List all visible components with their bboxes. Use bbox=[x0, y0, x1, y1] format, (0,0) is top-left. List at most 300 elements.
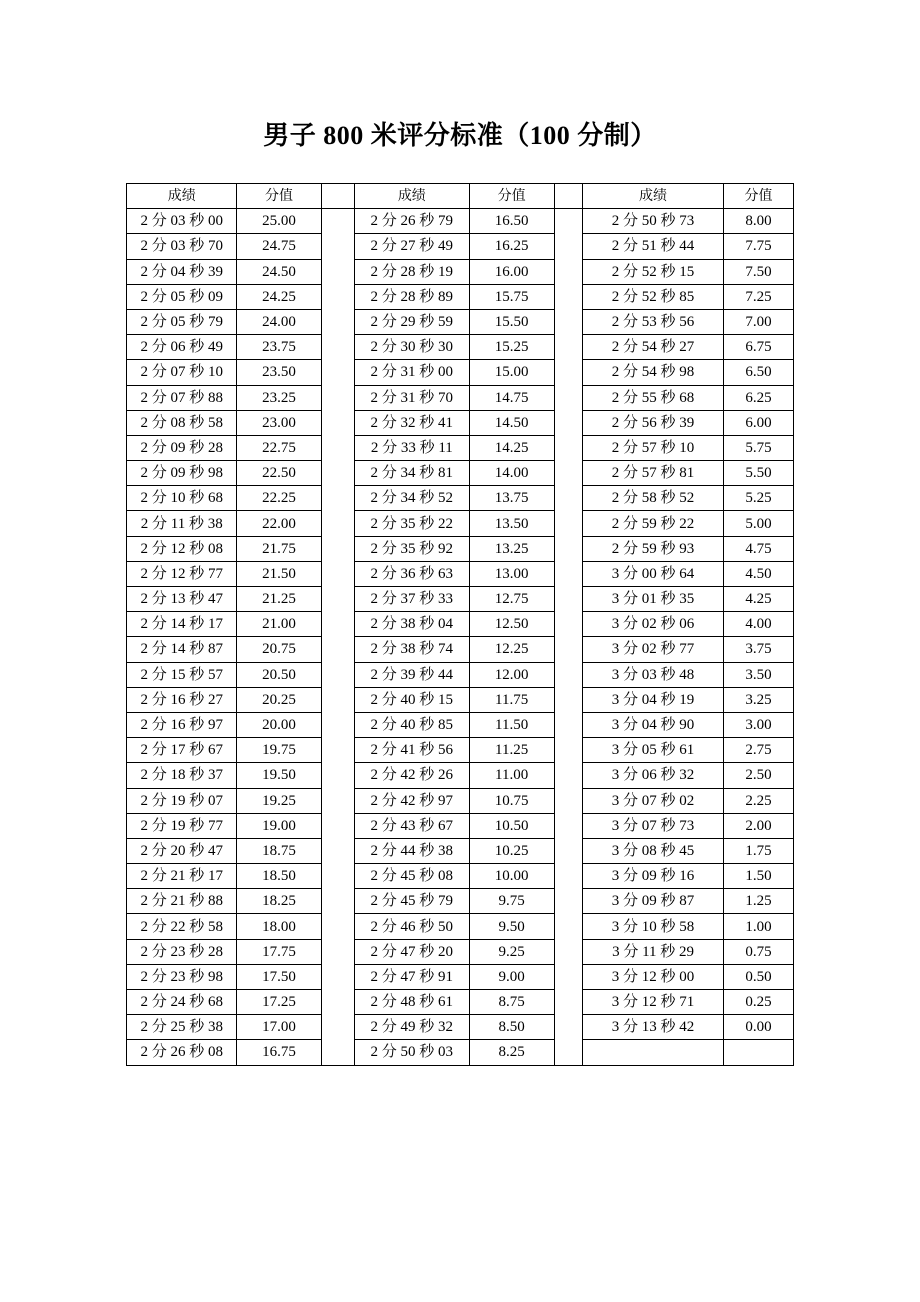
score-cell: 18.00 bbox=[237, 914, 321, 939]
table-row bbox=[127, 939, 794, 964]
score-cell: 24.50 bbox=[237, 259, 321, 284]
score-cell: 6.50 bbox=[723, 360, 793, 385]
time-cell: 2 分 19 秒 77 bbox=[127, 813, 237, 838]
time-cell: 2 分 56 秒 39 bbox=[583, 410, 724, 435]
time-cell: 3 分 06 秒 32 bbox=[583, 763, 724, 788]
time-cell: 2 分 57 秒 81 bbox=[583, 461, 724, 486]
time-cell: 2 分 18 秒 37 bbox=[127, 763, 237, 788]
column-gap bbox=[321, 662, 354, 687]
column-gap bbox=[321, 410, 354, 435]
time-cell: 3 分 09 秒 87 bbox=[583, 889, 724, 914]
score-cell: 22.25 bbox=[237, 486, 321, 511]
score-cell: 3.00 bbox=[723, 712, 793, 737]
time-cell: 2 分 06 秒 49 bbox=[127, 335, 237, 360]
score-cell: 23.00 bbox=[237, 410, 321, 435]
score-cell: 9.25 bbox=[469, 939, 554, 964]
column-gap bbox=[321, 813, 354, 838]
time-cell: 2 分 26 秒 08 bbox=[127, 1040, 237, 1065]
score-cell: 22.00 bbox=[237, 511, 321, 536]
time-cell: 2 分 05 秒 79 bbox=[127, 309, 237, 334]
column-gap bbox=[554, 964, 582, 989]
score-cell: 18.50 bbox=[237, 864, 321, 889]
score-cell: 20.75 bbox=[237, 637, 321, 662]
table-row bbox=[127, 964, 794, 989]
time-cell: 3 分 02 秒 06 bbox=[583, 612, 724, 637]
score-cell: 11.75 bbox=[469, 687, 554, 712]
score-cell: 24.25 bbox=[237, 284, 321, 309]
column-gap bbox=[321, 184, 354, 209]
time-cell: 2 分 16 秒 27 bbox=[127, 687, 237, 712]
time-cell: 3 分 09 秒 16 bbox=[583, 864, 724, 889]
score-cell: 10.25 bbox=[469, 838, 554, 863]
time-cell: 2 分 13 秒 47 bbox=[127, 587, 237, 612]
score-cell: 15.00 bbox=[469, 360, 554, 385]
table-row bbox=[127, 813, 794, 838]
time-cell: 2 分 54 秒 27 bbox=[583, 335, 724, 360]
table-row bbox=[127, 612, 794, 637]
table-body bbox=[127, 209, 794, 1065]
time-cell: 2 分 45 秒 08 bbox=[355, 864, 470, 889]
column-gap bbox=[321, 360, 354, 385]
column-gap bbox=[321, 712, 354, 737]
score-cell: 16.75 bbox=[237, 1040, 321, 1065]
table-row bbox=[127, 234, 794, 259]
score-cell: 18.75 bbox=[237, 838, 321, 863]
score-cell: 8.50 bbox=[469, 1015, 554, 1040]
column-gap bbox=[554, 788, 582, 813]
score-cell: 14.25 bbox=[469, 435, 554, 460]
column-gap bbox=[554, 1015, 582, 1040]
score-cell: 12.00 bbox=[469, 662, 554, 687]
column-gap bbox=[554, 914, 582, 939]
score-cell: 24.00 bbox=[237, 309, 321, 334]
time-cell: 2 分 41 秒 56 bbox=[355, 738, 470, 763]
time-cell: 3 分 13 秒 42 bbox=[583, 1015, 724, 1040]
time-cell: 2 分 23 秒 98 bbox=[127, 964, 237, 989]
column-gap bbox=[321, 259, 354, 284]
column-gap bbox=[321, 284, 354, 309]
score-cell: 21.00 bbox=[237, 612, 321, 637]
score-cell: 0.75 bbox=[723, 939, 793, 964]
time-cell: 3 分 00 秒 64 bbox=[583, 561, 724, 586]
table-row bbox=[127, 738, 794, 763]
score-cell: 10.00 bbox=[469, 864, 554, 889]
time-cell: 2 分 35 秒 22 bbox=[355, 511, 470, 536]
column-gap bbox=[321, 461, 354, 486]
score-cell: 22.50 bbox=[237, 461, 321, 486]
header-time-2: 成绩 bbox=[355, 184, 470, 209]
time-cell: 2 分 04 秒 39 bbox=[127, 259, 237, 284]
time-cell: 2 分 51 秒 44 bbox=[583, 234, 724, 259]
column-gap bbox=[321, 309, 354, 334]
score-cell: 1.25 bbox=[723, 889, 793, 914]
table-row bbox=[127, 990, 794, 1015]
time-cell: 2 分 53 秒 56 bbox=[583, 309, 724, 334]
time-cell: 2 分 22 秒 58 bbox=[127, 914, 237, 939]
score-cell: 19.25 bbox=[237, 788, 321, 813]
time-cell: 2 分 15 秒 57 bbox=[127, 662, 237, 687]
column-gap bbox=[321, 990, 354, 1015]
time-cell: 2 分 12 秒 77 bbox=[127, 561, 237, 586]
score-cell: 4.00 bbox=[723, 612, 793, 637]
table-row bbox=[127, 1040, 794, 1065]
table-row bbox=[127, 435, 794, 460]
time-cell: 2 分 17 秒 67 bbox=[127, 738, 237, 763]
time-cell: 2 分 07 秒 88 bbox=[127, 385, 237, 410]
score-cell: 10.50 bbox=[469, 813, 554, 838]
column-gap bbox=[554, 1040, 582, 1065]
score-cell: 5.75 bbox=[723, 435, 793, 460]
column-gap bbox=[554, 461, 582, 486]
time-cell: 2 分 28 秒 19 bbox=[355, 259, 470, 284]
column-gap bbox=[321, 612, 354, 637]
time-cell: 2 分 16 秒 97 bbox=[127, 712, 237, 737]
table-row bbox=[127, 587, 794, 612]
score-cell: 12.25 bbox=[469, 637, 554, 662]
score-cell: 23.50 bbox=[237, 360, 321, 385]
time-cell: 2 分 05 秒 09 bbox=[127, 284, 237, 309]
score-cell: 16.25 bbox=[469, 234, 554, 259]
score-cell: 6.75 bbox=[723, 335, 793, 360]
score-cell: 3.50 bbox=[723, 662, 793, 687]
column-gap bbox=[554, 259, 582, 284]
time-cell: 2 分 31 秒 70 bbox=[355, 385, 470, 410]
column-gap bbox=[554, 889, 582, 914]
column-gap bbox=[321, 687, 354, 712]
column-gap bbox=[321, 536, 354, 561]
table-row bbox=[127, 511, 794, 536]
column-gap bbox=[554, 813, 582, 838]
score-cell: 19.00 bbox=[237, 813, 321, 838]
time-cell: 3 分 11 秒 29 bbox=[583, 939, 724, 964]
score-cell: 15.50 bbox=[469, 309, 554, 334]
score-cell: 10.75 bbox=[469, 788, 554, 813]
column-gap bbox=[554, 662, 582, 687]
time-cell: 2 分 42 秒 97 bbox=[355, 788, 470, 813]
score-cell: 4.50 bbox=[723, 561, 793, 586]
column-gap bbox=[321, 838, 354, 863]
score-cell: 9.00 bbox=[469, 964, 554, 989]
table-row bbox=[127, 410, 794, 435]
time-cell: 2 分 26 秒 79 bbox=[355, 209, 470, 234]
score-cell: 7.00 bbox=[723, 309, 793, 334]
time-cell: 2 分 23 秒 28 bbox=[127, 939, 237, 964]
column-gap bbox=[554, 990, 582, 1015]
score-cell: 12.75 bbox=[469, 587, 554, 612]
time-cell: 2 分 59 秒 22 bbox=[583, 511, 724, 536]
score-cell: 20.50 bbox=[237, 662, 321, 687]
score-cell: 25.00 bbox=[237, 209, 321, 234]
score-cell: 8.75 bbox=[469, 990, 554, 1015]
header-row bbox=[127, 184, 794, 209]
score-cell: 21.25 bbox=[237, 587, 321, 612]
time-cell bbox=[583, 1040, 724, 1065]
time-cell: 2 分 31 秒 00 bbox=[355, 360, 470, 385]
table-row bbox=[127, 687, 794, 712]
column-gap bbox=[321, 435, 354, 460]
time-cell: 2 分 47 秒 20 bbox=[355, 939, 470, 964]
score-cell: 5.00 bbox=[723, 511, 793, 536]
time-cell: 2 分 12 秒 08 bbox=[127, 536, 237, 561]
column-gap bbox=[554, 561, 582, 586]
score-cell: 14.75 bbox=[469, 385, 554, 410]
time-cell: 3 分 08 秒 45 bbox=[583, 838, 724, 863]
table-row bbox=[127, 838, 794, 863]
score-cell: 8.00 bbox=[723, 209, 793, 234]
header-score-3: 分值 bbox=[723, 184, 793, 209]
time-cell: 2 分 24 秒 68 bbox=[127, 990, 237, 1015]
table-row bbox=[127, 889, 794, 914]
table-row bbox=[127, 461, 794, 486]
table-row bbox=[127, 788, 794, 813]
column-gap bbox=[321, 561, 354, 586]
score-cell: 17.50 bbox=[237, 964, 321, 989]
score-cell: 17.75 bbox=[237, 939, 321, 964]
score-cell: 6.25 bbox=[723, 385, 793, 410]
column-gap bbox=[321, 637, 354, 662]
score-cell bbox=[723, 1040, 793, 1065]
table-row bbox=[127, 335, 794, 360]
time-cell: 2 分 47 秒 91 bbox=[355, 964, 470, 989]
header-score-1: 分值 bbox=[237, 184, 321, 209]
table-row bbox=[127, 385, 794, 410]
score-cell: 13.00 bbox=[469, 561, 554, 586]
time-cell: 2 分 48 秒 61 bbox=[355, 990, 470, 1015]
score-cell: 4.25 bbox=[723, 587, 793, 612]
table-row bbox=[127, 712, 794, 737]
column-gap bbox=[321, 486, 354, 511]
page-title: 男子 800 米评分标准（100 分制） bbox=[263, 121, 657, 150]
column-gap bbox=[554, 435, 582, 460]
column-gap bbox=[554, 410, 582, 435]
score-cell: 13.50 bbox=[469, 511, 554, 536]
time-cell: 2 分 40 秒 85 bbox=[355, 712, 470, 737]
score-cell: 0.50 bbox=[723, 964, 793, 989]
score-cell: 11.00 bbox=[469, 763, 554, 788]
score-cell: 11.25 bbox=[469, 738, 554, 763]
table-row bbox=[127, 209, 794, 234]
time-cell: 3 分 02 秒 77 bbox=[583, 637, 724, 662]
score-cell: 11.50 bbox=[469, 712, 554, 737]
table-row bbox=[127, 637, 794, 662]
score-table bbox=[126, 183, 794, 1066]
score-cell: 1.00 bbox=[723, 914, 793, 939]
time-cell: 2 分 58 秒 52 bbox=[583, 486, 724, 511]
column-gap bbox=[321, 964, 354, 989]
score-cell: 14.50 bbox=[469, 410, 554, 435]
time-cell: 2 分 38 秒 04 bbox=[355, 612, 470, 637]
time-cell: 3 分 04 秒 19 bbox=[583, 687, 724, 712]
score-cell: 6.00 bbox=[723, 410, 793, 435]
column-gap bbox=[554, 864, 582, 889]
table-row bbox=[127, 662, 794, 687]
score-cell: 22.75 bbox=[237, 435, 321, 460]
time-cell: 2 分 34 秒 52 bbox=[355, 486, 470, 511]
column-gap bbox=[554, 712, 582, 737]
table-row bbox=[127, 284, 794, 309]
score-cell: 12.50 bbox=[469, 612, 554, 637]
score-cell: 21.75 bbox=[237, 536, 321, 561]
score-cell: 9.50 bbox=[469, 914, 554, 939]
time-cell: 2 分 19 秒 07 bbox=[127, 788, 237, 813]
time-cell: 2 分 14 秒 17 bbox=[127, 612, 237, 637]
score-cell: 0.00 bbox=[723, 1015, 793, 1040]
time-cell: 2 分 55 秒 68 bbox=[583, 385, 724, 410]
column-gap bbox=[554, 511, 582, 536]
column-gap bbox=[554, 335, 582, 360]
time-cell: 3 分 03 秒 48 bbox=[583, 662, 724, 687]
score-cell: 14.00 bbox=[469, 461, 554, 486]
time-cell: 2 分 03 秒 70 bbox=[127, 234, 237, 259]
table-row bbox=[127, 561, 794, 586]
time-cell: 3 分 12 秒 71 bbox=[583, 990, 724, 1015]
time-cell: 2 分 50 秒 73 bbox=[583, 209, 724, 234]
time-cell: 2 分 39 秒 44 bbox=[355, 662, 470, 687]
column-gap bbox=[554, 209, 582, 234]
time-cell: 2 分 28 秒 89 bbox=[355, 284, 470, 309]
time-cell: 2 分 52 秒 15 bbox=[583, 259, 724, 284]
header-score-2: 分值 bbox=[469, 184, 554, 209]
column-gap bbox=[321, 889, 354, 914]
time-cell: 2 分 38 秒 74 bbox=[355, 637, 470, 662]
score-cell: 13.75 bbox=[469, 486, 554, 511]
column-gap bbox=[321, 914, 354, 939]
column-gap bbox=[554, 738, 582, 763]
score-cell: 17.00 bbox=[237, 1015, 321, 1040]
score-cell: 13.25 bbox=[469, 536, 554, 561]
score-cell: 21.50 bbox=[237, 561, 321, 586]
score-cell: 1.75 bbox=[723, 838, 793, 863]
column-gap bbox=[321, 763, 354, 788]
score-cell: 7.50 bbox=[723, 259, 793, 284]
column-gap bbox=[554, 637, 582, 662]
time-cell: 2 分 30 秒 30 bbox=[355, 335, 470, 360]
time-cell: 2 分 43 秒 67 bbox=[355, 813, 470, 838]
column-gap bbox=[321, 511, 354, 536]
column-gap bbox=[554, 687, 582, 712]
table-row bbox=[127, 360, 794, 385]
table-row bbox=[127, 914, 794, 939]
column-gap bbox=[554, 184, 582, 209]
time-cell: 2 分 50 秒 03 bbox=[355, 1040, 470, 1065]
table-row bbox=[127, 763, 794, 788]
time-cell: 2 分 49 秒 32 bbox=[355, 1015, 470, 1040]
column-gap bbox=[554, 360, 582, 385]
score-cell: 3.25 bbox=[723, 687, 793, 712]
score-cell: 2.00 bbox=[723, 813, 793, 838]
time-cell: 2 分 54 秒 98 bbox=[583, 360, 724, 385]
column-gap bbox=[554, 284, 582, 309]
time-cell: 3 分 07 秒 02 bbox=[583, 788, 724, 813]
column-gap bbox=[554, 587, 582, 612]
time-cell: 2 分 29 秒 59 bbox=[355, 309, 470, 334]
time-cell: 2 分 33 秒 11 bbox=[355, 435, 470, 460]
time-cell: 2 分 03 秒 00 bbox=[127, 209, 237, 234]
column-gap bbox=[554, 385, 582, 410]
score-cell: 0.25 bbox=[723, 990, 793, 1015]
column-gap bbox=[554, 763, 582, 788]
column-gap bbox=[554, 536, 582, 561]
column-gap bbox=[321, 335, 354, 360]
column-gap bbox=[321, 788, 354, 813]
column-gap bbox=[321, 587, 354, 612]
time-cell: 2 分 20 秒 47 bbox=[127, 838, 237, 863]
time-cell: 2 分 09 秒 98 bbox=[127, 461, 237, 486]
score-cell: 18.25 bbox=[237, 889, 321, 914]
score-cell: 23.75 bbox=[237, 335, 321, 360]
column-gap bbox=[554, 838, 582, 863]
score-cell: 2.25 bbox=[723, 788, 793, 813]
score-cell: 24.75 bbox=[237, 234, 321, 259]
column-gap bbox=[321, 234, 354, 259]
time-cell: 2 分 37 秒 33 bbox=[355, 587, 470, 612]
time-cell: 2 分 32 秒 41 bbox=[355, 410, 470, 435]
time-cell: 2 分 34 秒 81 bbox=[355, 461, 470, 486]
column-gap bbox=[321, 1040, 354, 1065]
column-gap bbox=[321, 385, 354, 410]
score-cell: 16.50 bbox=[469, 209, 554, 234]
time-cell: 2 分 40 秒 15 bbox=[355, 687, 470, 712]
header-time-3: 成绩 bbox=[583, 184, 724, 209]
table-row bbox=[127, 259, 794, 284]
time-cell: 2 分 09 秒 28 bbox=[127, 435, 237, 460]
time-cell: 2 分 10 秒 68 bbox=[127, 486, 237, 511]
score-cell: 15.25 bbox=[469, 335, 554, 360]
column-gap bbox=[554, 309, 582, 334]
column-gap bbox=[554, 612, 582, 637]
time-cell: 3 分 05 秒 61 bbox=[583, 738, 724, 763]
column-gap bbox=[321, 939, 354, 964]
time-cell: 3 分 10 秒 58 bbox=[583, 914, 724, 939]
score-cell: 19.75 bbox=[237, 738, 321, 763]
score-cell: 20.00 bbox=[237, 712, 321, 737]
table-row bbox=[127, 486, 794, 511]
score-cell: 2.50 bbox=[723, 763, 793, 788]
time-cell: 2 分 07 秒 10 bbox=[127, 360, 237, 385]
score-cell: 1.50 bbox=[723, 864, 793, 889]
time-cell: 2 分 59 秒 93 bbox=[583, 536, 724, 561]
time-cell: 3 分 12 秒 00 bbox=[583, 964, 724, 989]
column-gap bbox=[554, 939, 582, 964]
time-cell: 2 分 21 秒 17 bbox=[127, 864, 237, 889]
score-cell: 7.75 bbox=[723, 234, 793, 259]
time-cell: 2 分 46 秒 50 bbox=[355, 914, 470, 939]
column-gap bbox=[321, 738, 354, 763]
column-gap bbox=[321, 1015, 354, 1040]
time-cell: 2 分 57 秒 10 bbox=[583, 435, 724, 460]
time-cell: 3 分 07 秒 73 bbox=[583, 813, 724, 838]
score-cell: 2.75 bbox=[723, 738, 793, 763]
score-cell: 15.75 bbox=[469, 284, 554, 309]
score-cell: 20.25 bbox=[237, 687, 321, 712]
score-cell: 5.25 bbox=[723, 486, 793, 511]
column-gap bbox=[321, 864, 354, 889]
score-cell: 9.75 bbox=[469, 889, 554, 914]
time-cell: 2 分 36 秒 63 bbox=[355, 561, 470, 586]
score-cell: 23.25 bbox=[237, 385, 321, 410]
score-cell: 3.75 bbox=[723, 637, 793, 662]
time-cell: 2 分 14 秒 87 bbox=[127, 637, 237, 662]
table-row bbox=[127, 309, 794, 334]
column-gap bbox=[554, 234, 582, 259]
time-cell: 2 分 11 秒 38 bbox=[127, 511, 237, 536]
table-row bbox=[127, 864, 794, 889]
time-cell: 2 分 45 秒 79 bbox=[355, 889, 470, 914]
score-cell: 8.25 bbox=[469, 1040, 554, 1065]
time-cell: 2 分 44 秒 38 bbox=[355, 838, 470, 863]
score-cell: 19.50 bbox=[237, 763, 321, 788]
score-cell: 5.50 bbox=[723, 461, 793, 486]
